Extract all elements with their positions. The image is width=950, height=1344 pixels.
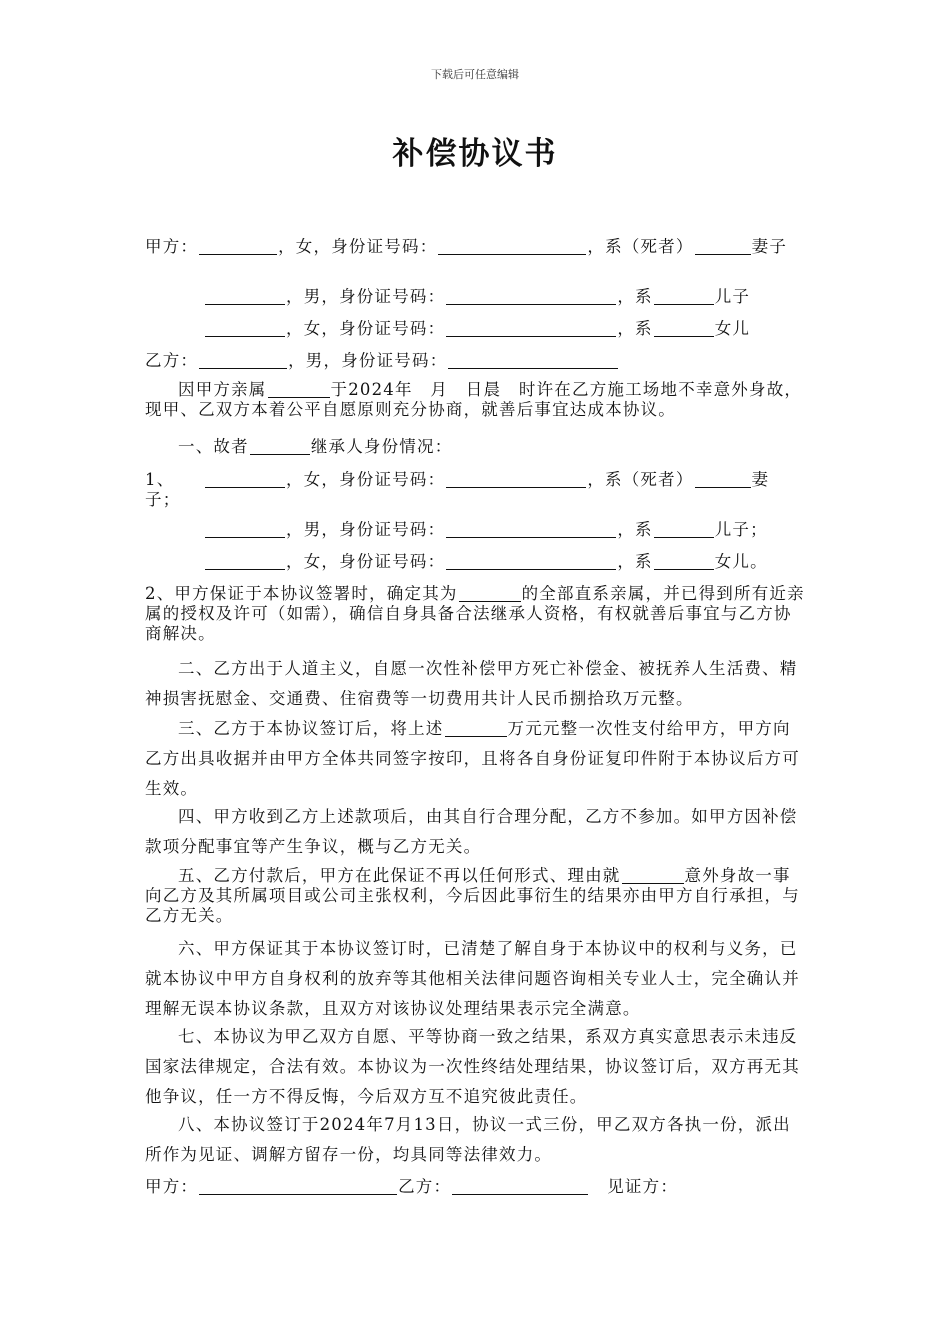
gender-id-label: ，女，身份证号码： [286, 470, 446, 489]
relation-label: ，系 [587, 237, 623, 256]
section-8-paragraph: 八、本协议签订于2024年7月13日，协议一式三份，甲乙双方各执一份，派出所作为见证、调解方留存一份，均具同等法律效力。 [145, 1115, 791, 1164]
party-a-line-2 [204, 287, 864, 307]
blank-field[interactable] [695, 471, 751, 488]
heir-line-2 [204, 520, 864, 540]
blank-field[interactable] [250, 438, 310, 455]
relation-son: 儿子； [714, 520, 768, 539]
relation-daughter: 女儿。 [714, 552, 768, 571]
blank-field[interactable] [448, 352, 618, 369]
document-title: 补偿协议书 [392, 136, 558, 172]
deceased-label: （死者） [622, 237, 694, 256]
blank-field[interactable] [205, 320, 285, 337]
section-3-text-a: 三、乙方于本协议签订后，将上述 [178, 719, 444, 738]
blank-field[interactable] [654, 320, 714, 337]
blank-field[interactable] [205, 553, 285, 570]
item-2-paragraph [145, 584, 805, 644]
signature-line [145, 1177, 805, 1197]
gender-id-label: ，女，身份证号码： [278, 237, 438, 256]
signature-party-a-label: 甲方： [145, 1177, 199, 1196]
blank-field[interactable] [205, 471, 285, 488]
section-5-text-b: 意外身故一事向乙方及其所属项目或公司主张权利，今后因此事衍生的结果亦由甲方自行承担，与乙方无关。 [145, 866, 800, 925]
section-5-paragraph [145, 866, 805, 926]
section-1-heading [178, 437, 838, 457]
section-1-text-a: 一、故者 [178, 437, 249, 456]
blank-field[interactable] [446, 553, 616, 570]
gender-id-label: ，女，身份证号码： [286, 319, 446, 338]
party-a-label: 甲方： [145, 237, 199, 256]
blank-field[interactable] [622, 867, 684, 884]
party-b-line [145, 351, 805, 371]
section-6-paragraph: 六、甲方保证其于本协议签订时，已清楚了解自身于本协议中的权利与义务，已就本协议中甲方自身权利的放弃等其他相关法律问题咨询相关专业人士，完全确认并理解无误本协议条款，且双方对该协议处理结果表示完全满意。 [145, 939, 800, 1018]
party-b-label: 乙方： [145, 351, 199, 370]
section-3-paragraph [145, 714, 805, 804]
blank-field[interactable] [268, 381, 330, 398]
section-5-text-a: 五、乙方付款后，甲方在此保证不再以任何形式、理由就 [178, 866, 621, 885]
gender-id-label: ，男，身份证号码： [288, 351, 448, 370]
blank-field[interactable] [459, 585, 521, 602]
relation-label: ，系 [587, 470, 623, 489]
relation-label: ，系 [617, 552, 653, 571]
party-a-line-1 [145, 237, 805, 257]
heir-line-3 [204, 552, 864, 572]
intro-text-b: 于2024年 月 日晨 时许在乙方施工场地不幸意外身故，现甲、乙双方本着公平自愿原则充分协商，就善后事宜达成本协议。 [145, 380, 803, 419]
blank-field[interactable] [446, 521, 616, 538]
blank-field[interactable] [199, 238, 277, 255]
item-2-text-a: 2、甲方保证于本协议签署时，确定其为 [145, 584, 458, 603]
blank-field[interactable] [654, 553, 714, 570]
party-a-line-3 [204, 319, 864, 339]
relation-label: ，系 [617, 319, 653, 338]
deceased-label: （死者） [622, 470, 694, 489]
signature-party-b-label: 乙方： [398, 1177, 452, 1196]
heir-line-1 [204, 470, 804, 490]
signature-party-b-field[interactable] [452, 1178, 588, 1195]
section-7-paragraph: 七、本协议为甲乙双方自愿、平等协商一致之结果，系双方真实意思表示未违反国家法律规定，合法有效。本协议为一次性终结处理结果，协议签订后，双方再无其他争议，任一方不得反悔，今后双方互不追究彼此责任。 [145, 1027, 800, 1106]
blank-field[interactable] [446, 320, 616, 337]
relation-label: ，系 [617, 287, 653, 306]
blank-field[interactable] [205, 521, 285, 538]
blank-field[interactable] [199, 352, 287, 369]
blank-field[interactable] [205, 288, 285, 305]
blank-field[interactable] [438, 238, 586, 255]
blank-field[interactable] [445, 720, 507, 737]
intro-paragraph [145, 380, 805, 420]
blank-field[interactable] [446, 288, 616, 305]
section-1-text-b: 继承人身份情况： [310, 437, 453, 456]
blank-field[interactable] [446, 471, 586, 488]
section-3-text-b: 万元元整一次性支付给甲方，甲方向乙方出具收据并由甲方全体共同签字按印，且将各自身份证复印件附于本协议后方可生效。 [145, 719, 800, 798]
gender-id-label: ，男，身份证号码： [286, 287, 446, 306]
relation-wife: 妻子 [751, 237, 788, 256]
blank-field[interactable] [654, 288, 714, 305]
section-2-paragraph: 二、乙方出于人道主义，自愿一次性补偿甲方死亡补偿金、被抚养人生活费、精神损害抚慰金、交通费、住宿费等一切费用共计人民币捌拾玖万元整。 [145, 659, 798, 708]
signature-witness-label: 见证方： [607, 1177, 679, 1196]
gender-id-label: ，女，身份证号码： [286, 552, 446, 571]
item-2-text-b: 的全部直系亲属，并已得到所有近亲属的授权及许可（如需），确信自身具备合法继承人资格，有权就善后事宜与乙方协商解决。 [145, 584, 805, 643]
blank-field[interactable] [654, 521, 714, 538]
intro-text-a: 因甲方亲属 [178, 380, 267, 399]
relation-label: ，系 [617, 520, 653, 539]
relation-son: 儿子 [714, 287, 751, 306]
relation-daughter: 女儿 [714, 319, 751, 338]
wife-semi-tail: 子； [145, 490, 181, 509]
section-4-paragraph: 四、甲方收到乙方上述款项后，由其自行合理分配，乙方不参加。如甲方因补偿款项分配事宜等产生争议，概与乙方无关。 [145, 807, 798, 856]
relation-wife-semi-head: 妻 [751, 470, 770, 489]
blank-field[interactable] [695, 238, 751, 255]
gender-id-label: ，男，身份证号码： [286, 520, 446, 539]
page-header: 下载后可任意编辑 [431, 68, 519, 81]
item-1-label: 1、 [145, 470, 175, 489]
signature-party-a-field[interactable] [199, 1178, 397, 1195]
